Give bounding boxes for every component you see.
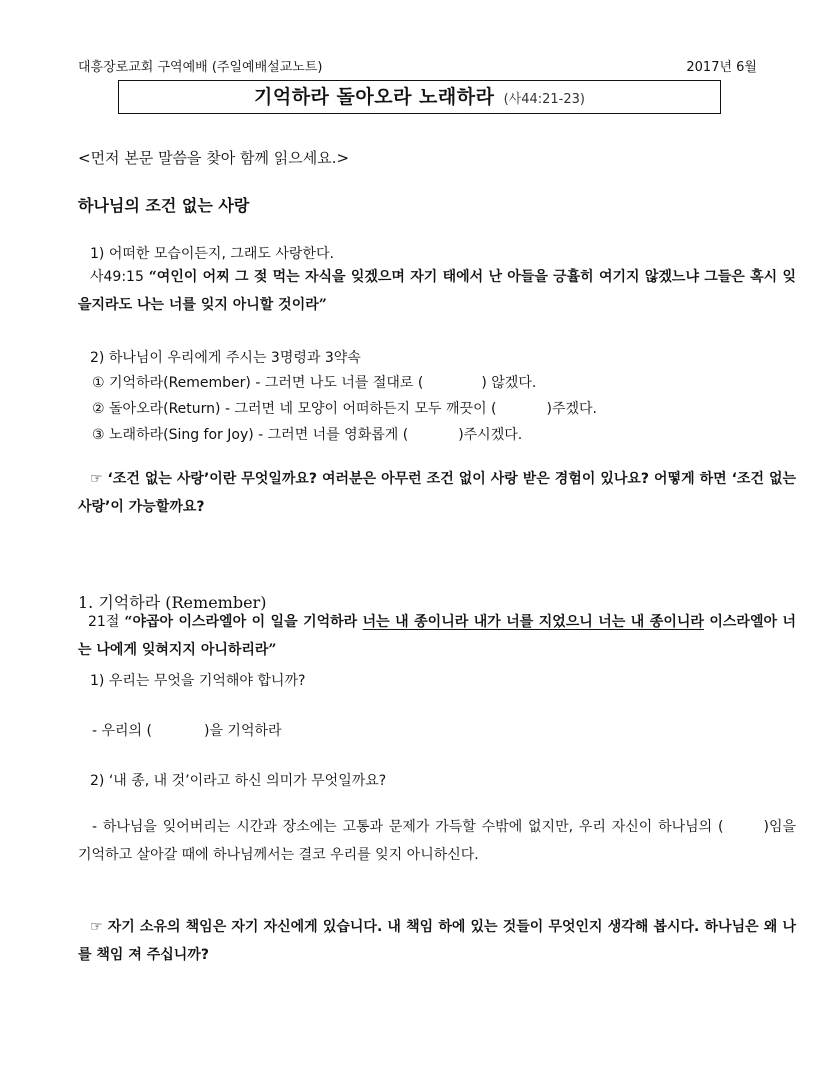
item-command: 돌아오라(Return) - 그러면 네 모양이 어떠하든지 모두 깨끗이 (: [109, 401, 497, 417]
verse-21: [78, 608, 796, 664]
discussion-question-1: ☞ ‘조건 없는 사랑’이란 무엇일까요? 여러분은 아무런 조건 없이 사랑 받은 경험이 있나요? 어떻게 하면 ‘조건 없는 사랑’이 가능할까요?: [78, 471, 796, 515]
section-heading-love: 하나님의 조건 없는 사랑: [78, 196, 250, 215]
promise-item: [92, 398, 597, 418]
promise-item: [92, 372, 536, 392]
answer-2-pre: - 하나님을 잊어버리는 시간과 장소에는 고통과 문제가 가득할 수밖에 없지만, 우리 자신이 하나님의 (: [92, 819, 724, 835]
item-command: 노래하라(Sing for Joy) - 그러면 너를 영화롭게 (: [109, 427, 409, 443]
verse-text-b: 이스라엘아 너는 나에게 잊혀지지 아니하리라”: [78, 614, 796, 658]
intro-instruction: <먼저 본문 말씀을 찾아 함께 읽으세요.>: [78, 149, 350, 167]
verse-text-a: “야곱아 이스라엘아 이 일을 기억하라: [124, 614, 363, 630]
answer-1-line: [92, 720, 282, 740]
point-1-text: 1) 어떠한 모습이든지, 그래도 사랑한다.: [90, 246, 334, 262]
verse-text: “여인이 어찌 그 젖 먹는 자식을 잊겠으며 자기 태에서 난 아들을 긍휼히 여기지 않겠느냐 그들은 혹시 잊을지라도 나는 너를 잊지 아니할 것이라”: [78, 269, 796, 313]
discussion-question-2: ☞ 자기 소유의 책임은 자기 자신에게 있습니다. 내 책임 하에 있는 것들이 무엇인지 생각해 봅시다. 하나님은 왜 나를 책임 져 주십니까?: [78, 919, 796, 963]
item-end: ) 않겠다.: [481, 375, 537, 391]
question-1: 1) 우리는 무엇을 기억해야 합니까?: [90, 673, 306, 689]
verse-ref: 사49:15: [90, 269, 144, 285]
item-end: )주시겠다.: [458, 427, 523, 443]
answer-2-paragraph: [78, 813, 796, 869]
header-church-label: 대흥장로교회 구역예배 (주일예배설교노트): [78, 60, 323, 75]
page-title: 기억하라 돌아오라 노래하라: [254, 86, 495, 108]
answer-1-post: )을 기억하라: [204, 723, 282, 739]
title-scripture-ref: (사44:21-23): [503, 92, 585, 107]
item-number: ②: [92, 401, 105, 417]
item-command: 기억하라(Remember) - 그러면 나도 너를 절대로 (: [109, 375, 424, 391]
verse-isaiah-49-15: [78, 263, 796, 319]
item-end: )주겠다.: [546, 401, 597, 417]
question-2: 2) ‘내 종, 내 것’이라고 하신 의미가 무엇일까요?: [90, 773, 387, 789]
promise-item: [92, 424, 522, 444]
answer-2-post: )임을 기억하고 살아갈 때에 하나님께서는 결코 우리를 잊지 아니하신다.: [78, 819, 796, 863]
item-number: ③: [92, 427, 105, 443]
title-box: [118, 80, 721, 114]
answer-1-pre: - 우리의 (: [92, 723, 152, 739]
item-number: ①: [92, 375, 105, 391]
section-heading-remember: 1. 기억하라 (Remember): [78, 593, 267, 612]
point-2-text: 2) 하나님이 우리에게 주시는 3명령과 3약속: [90, 350, 361, 366]
verse-text-underlined: 너는 내 종이니라 내가 너를 지었으니 너는 내 종이니라: [362, 614, 704, 630]
header-date: 2017년 6월: [686, 60, 757, 75]
verse-number: 21절: [88, 614, 120, 630]
